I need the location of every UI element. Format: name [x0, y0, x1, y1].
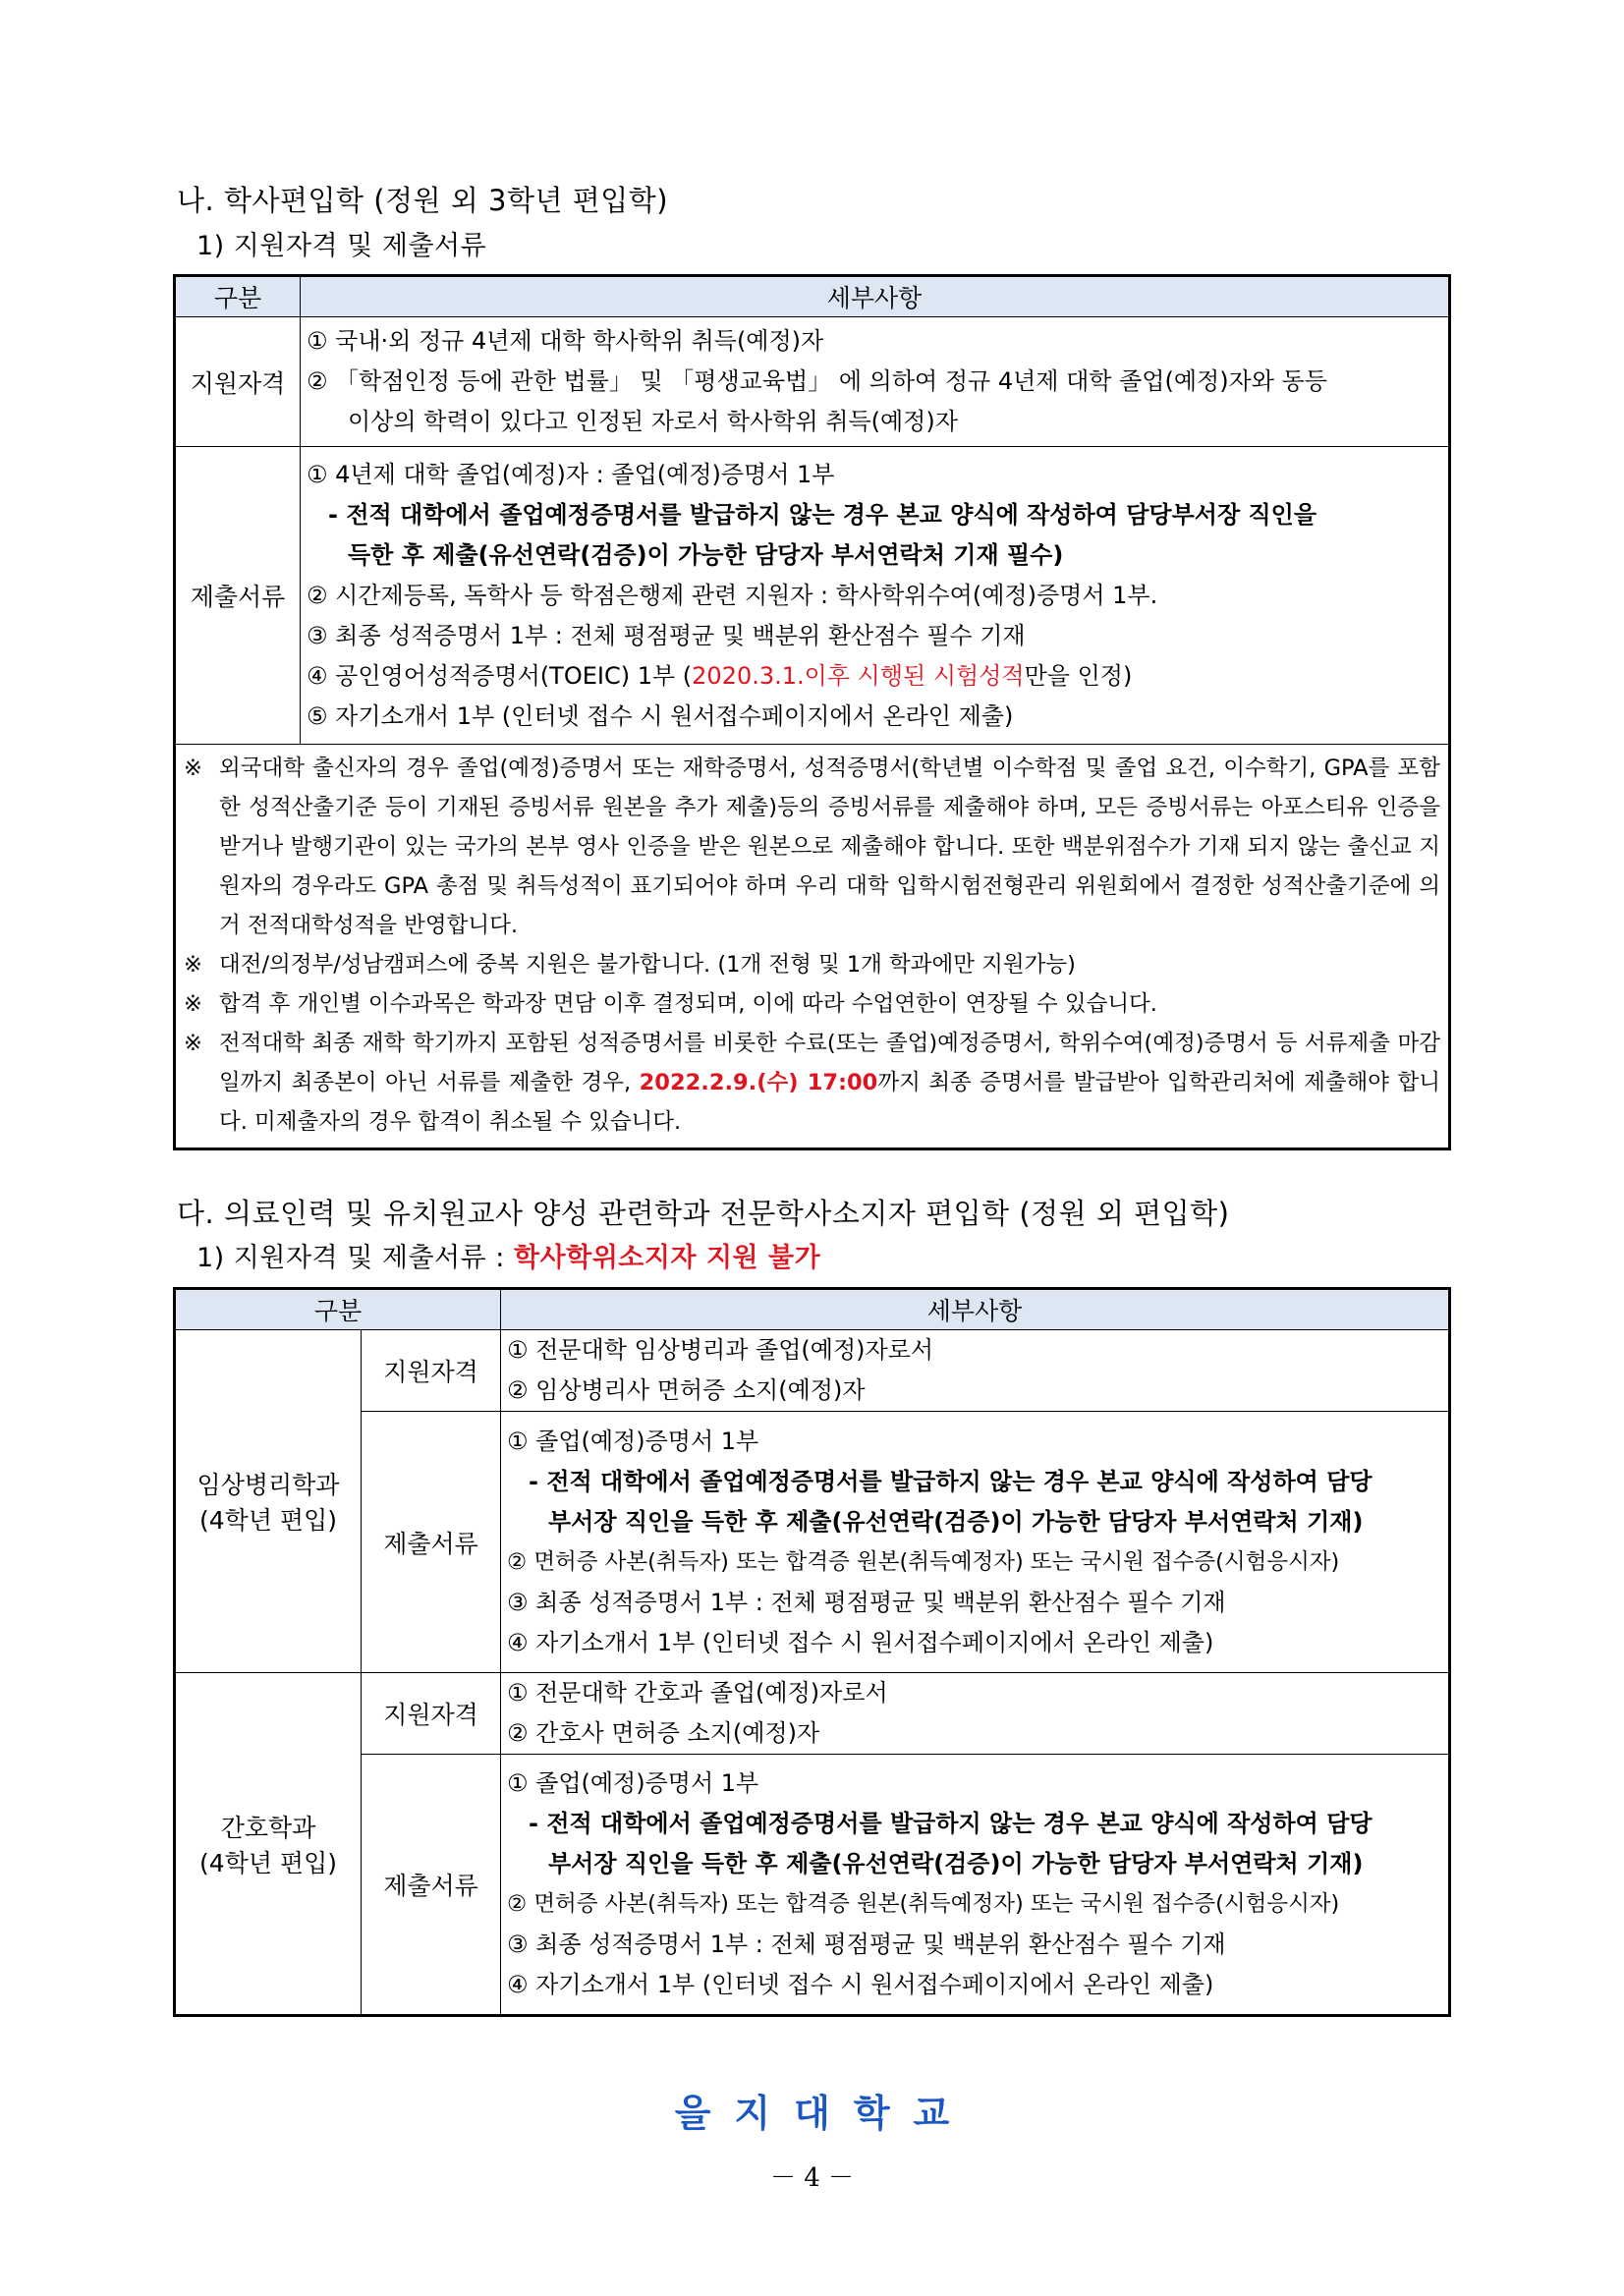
section-b-title: 나. 학사편입학 (정원 외 3학년 편입학): [177, 184, 669, 217]
clinical-doc-1: ① 졸업(예정)증명서 1부: [507, 1427, 759, 1455]
header-category: 구분: [175, 276, 301, 317]
nursing-doc-4: ④ 자기소개서 1부 (인터넷 접수 시 원서접수페이지에서 온라인 제출): [507, 1971, 1214, 1998]
nursing-doc-1-note-b: 부서장 직인을 득한 후 제출(유선연락(검증)이 가능한 담당자 부서연락처 기재): [548, 1850, 1364, 1877]
doc-item-1-note-a: - 전적 대학에서 졸업예정증명서를 발급하지 않는 경우 본교 양식에 작성하여 담당부서장 직인을: [328, 500, 1317, 529]
page-number: － 4 －: [769, 2163, 855, 2193]
nursing-documents-label: 제출서류: [362, 1755, 501, 2016]
university-name: 을지대학교: [674, 2092, 974, 2135]
documents-details: [301, 447, 1450, 745]
note-4-text: [219, 1024, 1440, 1142]
clinical-qualification-label: 지원자격: [362, 1330, 501, 1412]
section-c-table: [173, 1287, 1451, 2017]
section-c-title: 다. 의료인력 및 유치원교사 양성 관련학과 전문학사소지자 편입학 (정원 외 편입학): [177, 1197, 1230, 1230]
dept-nursing: [175, 1673, 362, 2016]
dept-clinical-year: (4학년 편입): [199, 1506, 337, 1535]
nursing-doc-1-note-a: - 전적 대학에서 졸업예정증명서를 발급하지 않는 경우 본교 양식에 작성하여 담당: [529, 1810, 1372, 1837]
qualification-line-1: ① 국내·외 정규 4년제 대학 학사학위 취득(예정)자: [307, 327, 824, 355]
qualification-line-2: ② 「학점인정 등에 관한 법률」 및 「평생교육법」 에 의하여 정규 4년제 대학 졸업(예정)자와 동등: [307, 367, 1327, 395]
note-2: [184, 945, 1440, 984]
dept-nursing-name: 간호학과: [220, 1813, 316, 1842]
note-mark: ※: [184, 756, 202, 781]
qualification-label: 지원자격: [175, 317, 301, 447]
doc-item-5: ⑤ 자기소개서 1부 (인터넷 접수 시 원서접수페이지에서 온라인 제출): [307, 701, 1014, 730]
note-mark: ※: [184, 952, 202, 978]
doc-item-2: ② 시간제등록, 독학사 등 학점은행제 관련 지원자 : 학사학위수여(예정)증명서 1부.: [307, 581, 1158, 609]
header-details: 세부사항: [301, 276, 1450, 317]
dept-nursing-year: (4학년 편입): [199, 1848, 337, 1877]
doc-item-3: ③ 최종 성적증명서 1부 : 전체 평점평균 및 백분위 환산점수 필수 기재: [307, 621, 1026, 649]
clinical-documents-details: [501, 1412, 1450, 1673]
section-c-subtitle-highlight: 학사학위소지자 지원 불가: [513, 1243, 821, 1273]
note-mark: ※: [184, 1031, 202, 1056]
note-1: [184, 749, 1440, 945]
nursing-qual-line-1: ① 전문대학 간호과 졸업(예정)자로서: [507, 1679, 888, 1707]
note-4: [184, 1024, 1440, 1142]
qualification-line-3: 이상의 학력이 있다고 인정된 자로서 학사학위 취득(예정)자: [348, 408, 958, 435]
clinical-qual-line-1: ① 전문대학 임상병리과 졸업(예정)자로서: [507, 1336, 934, 1364]
dept-clinical-pathology: [175, 1330, 362, 1673]
nursing-doc-3: ③ 최종 성적증명서 1부 : 전체 평점평균 및 백분위 환산점수 필수 기재: [507, 1931, 1226, 1958]
nursing-qualification-label: 지원자격: [362, 1673, 501, 1755]
note-3: [184, 984, 1440, 1024]
nursing-doc-2: ② 면허증 사본(취득자) 또는 합격증 원본(취득예정자) 또는 국시원 접수증(시험응시자): [507, 1891, 1340, 1917]
qualification-details: [301, 317, 1450, 447]
doc-item-4-pre: ④ 공인영어성적증명서(TOEIC) 1부 (: [307, 661, 693, 690]
section-b-table: [173, 274, 1451, 1150]
doc-item-4-post: 만을 인정): [1024, 661, 1133, 690]
clinical-documents-label: 제출서류: [362, 1412, 501, 1673]
note-3-text: 합격 후 개인별 이수과목은 학과장 면담 이후 결정되며, 이에 따라 수업연한이 연장될 수 있습니다.: [219, 991, 1157, 1017]
documents-label: 제출서류: [175, 447, 301, 745]
clinical-doc-3: ③ 최종 성적증명서 1부 : 전체 평점평균 및 백분위 환산점수 필수 기재: [507, 1588, 1226, 1616]
note-4-post: 까지 최종 증명서를 발급받아 입학관리처에 제출해야 합니다. 미제출자의 경우 합격이 취소될 수 있습니다.: [219, 1070, 1440, 1135]
nursing-qual-line-2: ② 간호사 면허증 소지(예정)자: [507, 1719, 820, 1747]
notes-block: [175, 745, 1450, 1149]
doc-item-1: ① 4년제 대학 졸업(예정)자 : 졸업(예정)증명서 1부: [307, 460, 835, 488]
section-b-subtitle: 1) 지원자격 및 제출서류: [196, 231, 487, 261]
note-mark: ※: [184, 991, 202, 1017]
note-4-pre: 전적대학 최종 재학 학기까지 포함된 성적증명서를 비롯한 수료(또는 졸업)예정증명서, 학위수여(예정)증명서 등 서류제출 마감일까지 최종본이 아닌 서류를 제출한 경우,: [219, 1031, 1440, 1095]
clinical-doc-1-note-a: - 전적 대학에서 졸업예정증명서를 발급하지 않는 경우 본교 양식에 작성하여 담당: [529, 1467, 1372, 1495]
header-details: 세부사항: [501, 1289, 1450, 1330]
clinical-doc-4: ④ 자기소개서 1부 (인터넷 접수 시 원서접수페이지에서 온라인 제출): [507, 1628, 1214, 1656]
clinical-qualification-details: [501, 1330, 1450, 1412]
clinical-doc-1-note-b: 부서장 직인을 득한 후 제출(유선연락(검증)이 가능한 담당자 부서연락처 기재): [548, 1507, 1364, 1536]
dept-clinical-name: 임상병리학과: [196, 1471, 340, 1499]
clinical-doc-2: ② 면허증 사본(취득자) 또는 합격증 원본(취득예정자) 또는 국시원 접수증(시험응시자): [507, 1548, 1340, 1575]
note-4-deadline: 2022.2.9.(수) 17:00: [639, 1070, 878, 1095]
doc-item-1-note-b: 득한 후 제출(유선연락(검증)이 가능한 담당자 부서연락처 기재 필수): [348, 540, 1064, 569]
doc-item-4-highlight: 2020.3.1.이후 시행된 시험성적: [692, 661, 1025, 690]
nursing-doc-1: ① 졸업(예정)증명서 1부: [507, 1769, 759, 1797]
clinical-qual-line-2: ② 임상병리사 면허증 소지(예정)자: [507, 1376, 866, 1404]
section-c-subtitle: [196, 1236, 820, 1274]
header-category: 구분: [175, 1289, 501, 1330]
note-2-text: 대전/의정부/성남캠퍼스에 중복 지원은 불가합니다. (1개 전형 및 1개 학과에만 지원가능): [219, 952, 1076, 978]
doc-item-4: [307, 656, 1442, 697]
note-1-text: 외국대학 출신자의 경우 졸업(예정)증명서 또는 재학증명서, 성적증명서(학년별 이수학점 및 졸업 요건, 이수학기, GPA를 포함한 성적산출기준 등이 기재된 증빙서류 원본을 추가 제출)등의 증빙서류를 제출해야 하며, 모든 증빙서류는 아포스티유 인증을 받거나 발행기관이 있는 국가의 본부 영사 인증을 받은 원본으로 제출해야 합니다. 또한 백분위점수가 기재 되지 않는 출신교 지원자의 경우라도 GPA 총점 및 취득성적이 표기되어야 하며 우리 대학 입학시험전형관리 위원회에서 결정한 성적산출기준에 의거 전적대학성적을 반영합니다.: [219, 756, 1440, 938]
nursing-documents-details: [501, 1755, 1450, 2016]
nursing-qualification-details: [501, 1673, 1450, 1755]
section-c-subtitle-text: 1) 지원자격 및 제출서류 :: [196, 1243, 514, 1273]
